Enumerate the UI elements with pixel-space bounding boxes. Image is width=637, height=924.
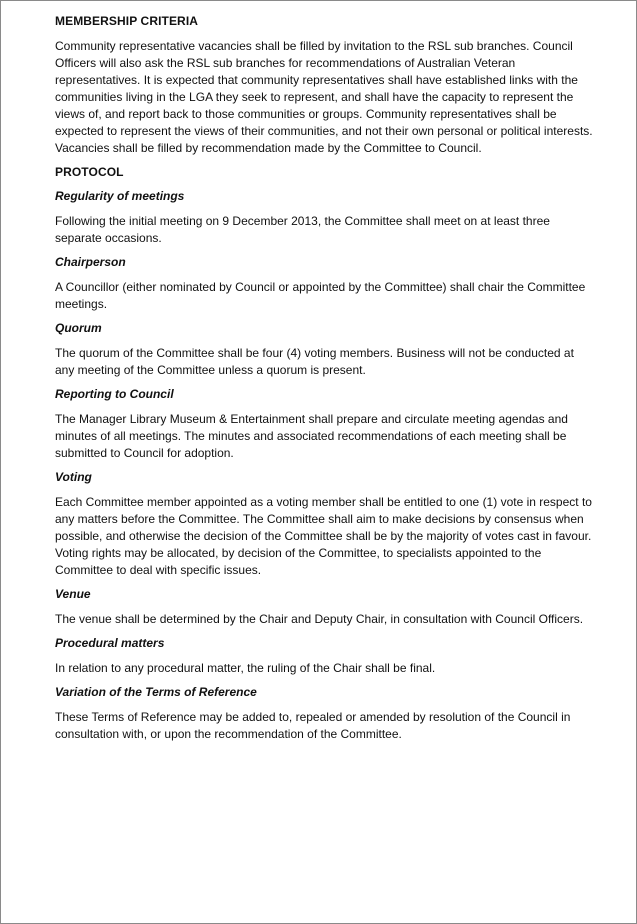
section-text-venue: The venue shall be determined by the Chair and Deputy Chair, in consultation with Council Officers. <box>55 612 584 626</box>
section-title-chairperson: Chairperson <box>55 255 126 269</box>
section-text-regularity: Following the initial meeting on 9 December 2013, the Committee shall meet on at least three separate occasions. <box>55 214 550 245</box>
membership-heading: MEMBERSHIP CRITERIA <box>55 14 199 28</box>
section-title-quorum: Quorum <box>55 321 102 335</box>
section-text-reporting: The Manager Library Museum & Entertainment shall prepare and circulate meeting agendas and minutes of all meetings. The minutes and associated recommendations of each meeting shall be submitted to Council for adoption. <box>55 412 568 460</box>
section-text-procedural: In relation to any procedural matter, the ruling of the Chair shall be final. <box>55 661 436 675</box>
section-title-venue: Venue <box>55 587 91 601</box>
document-body <box>55 13 593 743</box>
section-title-reporting: Reporting to Council <box>55 387 174 401</box>
section-text-quorum: The quorum of the Committee shall be four (4) voting members. Business will not be conducted at any meeting of the Committee unless a quorum is present. <box>55 346 574 377</box>
section-text-variation: These Terms of Reference may be added to, repealed or amended by resolution of the Council in consultation with, or upon the recommendation of the Committee. <box>55 710 571 741</box>
section-title-regularity: Regularity of meetings <box>55 189 185 203</box>
section-title-variation: Variation of the Terms of Reference <box>55 685 257 699</box>
membership-text: Community representative vacancies shall be filled by invitation to the RSL sub branches. Council Officers will also ask the RSL sub branches for recommendations of Australian Veteran representatives. It is expected that community representatives shall have established links with the communities living in the LGA they seek to represent, and shall have the capacity to represent the views of, and report back to those communities or groups. Community representatives shall be expected to represent the views of their communities, and not their own personal or political interests. Vacancies shall be filled by recommendation made by the Committee to Council. <box>55 39 593 155</box>
section-title-voting: Voting <box>55 470 92 484</box>
section-text-voting: Each Committee member appointed as a voting member shall be entitled to one (1) vote in respect to any matters before the Committee. The Committee shall aim to make decisions by consensus when possible, and otherwise the decision of the Committee shall be by the majority of votes cast in favour. Voting rights may be allocated, by decision of the Committee, to specialists appointed to the Committee to deal with specific issues. <box>55 495 592 577</box>
protocol-heading: PROTOCOL <box>55 165 124 179</box>
section-title-procedural: Procedural matters <box>55 636 165 650</box>
section-text-chairperson: A Councillor (either nominated by Council or appointed by the Committee) shall chair the Committee meetings. <box>55 280 586 311</box>
